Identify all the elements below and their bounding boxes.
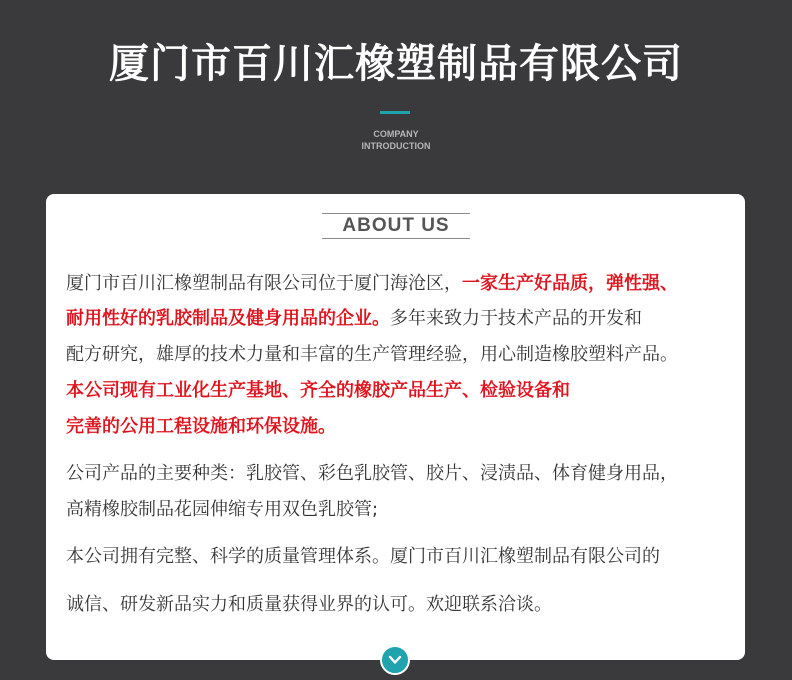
subtitle-introduction: INTRODUCTION — [361, 141, 431, 151]
intro-text: 多年来致力于技术产品的开发和 — [390, 308, 642, 329]
intro-card — [46, 194, 745, 660]
products-line-2: 高精橡胶制品花园伸缩专用双色乳胶管; — [66, 499, 379, 520]
intro-highlight: 耐用性好的乳胶制品及健身用品的企业。 — [66, 308, 390, 329]
quality-line-2: 诚信、研发新品实力和质量获得业界的认可。欢迎联系洽谈。 — [66, 594, 552, 615]
products-line-1: 公司产品的主要种类：乳胶管、彩色乳胶管、胶片、浸渍品、体育健身用品， — [66, 463, 678, 484]
intro-line-3: 配方研究，雄厚的技术力量和丰富的生产管理经验，用心制造橡胶塑料产品。 — [66, 344, 678, 365]
page-title: 厦门市百川汇橡塑制品有限公司 — [109, 41, 683, 87]
scroll-down-button[interactable] — [380, 645, 410, 675]
intro-line-5: 完善的公用工程设施和环保设施。 — [66, 416, 336, 437]
intro-line-4: 本公司现有工业化生产基地、齐全的橡胶产品生产、检验设备和 — [66, 380, 570, 401]
intro-highlight: 一家生产好品质，弹性强、 — [462, 273, 678, 294]
about-us-heading: ABOUT US — [322, 213, 470, 239]
chevron-down-icon — [388, 655, 402, 665]
intro-text: 厦门市百川汇橡塑制品有限公司位于厦门海沧区， — [66, 273, 462, 294]
accent-bar — [380, 111, 410, 114]
quality-line-1: 本公司拥有完整、科学的质量管理体系。厦门市百川汇橡塑制品有限公司的 — [66, 546, 660, 567]
subtitle-company: COMPANY — [373, 129, 419, 139]
intro-line-1 — [66, 271, 678, 297]
intro-line-2 — [66, 306, 642, 332]
